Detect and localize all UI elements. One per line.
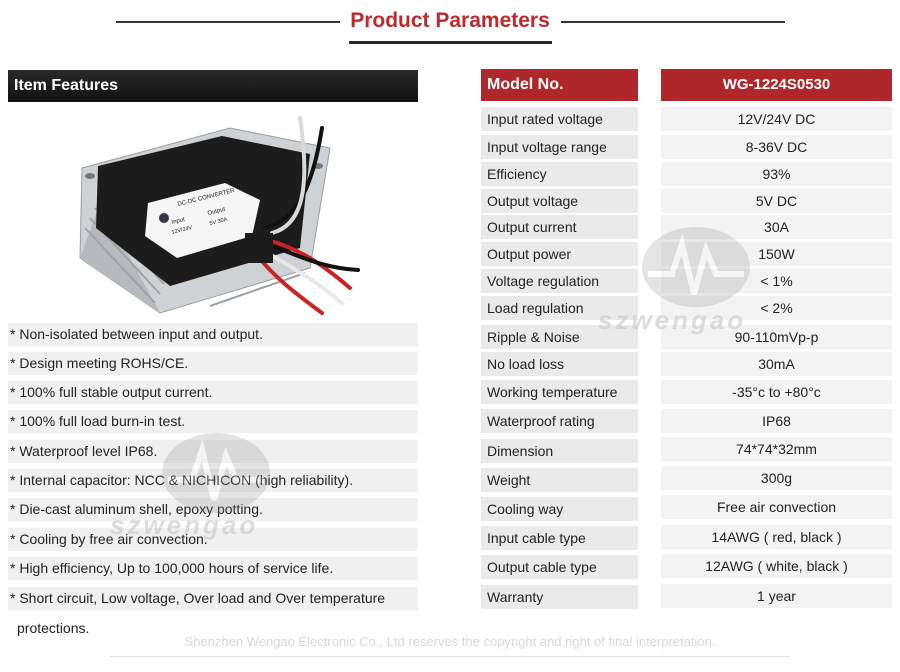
- spec-value: 12AWG ( white, black ): [661, 554, 892, 578]
- model-no-label: Model No.: [481, 69, 638, 101]
- feature-item: * Short circuit, Low voltage, Over load and Over temperature: [8, 587, 418, 610]
- spec-label: No load loss: [481, 352, 638, 376]
- spec-value: 150W: [661, 242, 892, 266]
- spec-label: Load regulation: [481, 296, 638, 320]
- spec-value: Free air convection: [661, 495, 892, 519]
- label-title: DC-DC CONVERTER: [177, 187, 236, 208]
- spec-label: Input voltage range: [481, 135, 638, 159]
- spec-value: 30mA: [661, 352, 892, 376]
- label-input-value: 12V/24V: [171, 225, 193, 236]
- watermark-text: szwengao: [110, 510, 259, 540]
- spec-value: 74*74*32mm: [661, 437, 892, 461]
- model-no-value: WG-1224S0530: [661, 69, 892, 101]
- page-title: Product Parameters: [350, 9, 550, 32]
- spec-value: 5V DC: [661, 189, 892, 213]
- label-input-caption: Input: [171, 216, 186, 226]
- spec-value: 1 year: [661, 584, 892, 608]
- feature-item-continuation: protections.: [17, 620, 90, 636]
- feature-item: * Design meeting ROHS/CE.: [8, 352, 418, 375]
- feature-item: * Non-isolated between input and output.: [8, 323, 418, 346]
- spec-label: Dimension: [481, 439, 638, 463]
- feature-item: * Die-cast aluminum shell, epoxy potting.: [8, 498, 418, 521]
- spec-value: 90-110mVp-p: [661, 325, 892, 349]
- feature-item: * 100% full load burn-in test.: [8, 410, 418, 433]
- spec-value: 14AWG ( red, black ): [661, 525, 892, 549]
- spec-value: 93%: [661, 162, 892, 186]
- copyright-footer: Shenzhen Wengao Electronic Co., Ltd reserves the copyright and right of final interpretation.: [184, 634, 716, 649]
- spec-label: Cooling way: [481, 497, 638, 521]
- spec-label: Output current: [481, 215, 638, 239]
- spec-label: Output power: [481, 242, 638, 266]
- spec-label: Warranty: [481, 585, 638, 609]
- spec-label: Output cable type: [481, 555, 638, 579]
- footer-rule: [110, 656, 790, 657]
- spec-label: Input rated voltage: [481, 107, 638, 131]
- spec-value: 300g: [661, 466, 892, 490]
- label-output-caption: Output: [207, 206, 226, 217]
- spec-value: -35°c to +80°c: [661, 380, 892, 404]
- product-image: [60, 108, 360, 318]
- feature-item: * 100% full stable output current.: [8, 381, 418, 404]
- spec-value: 30A: [661, 215, 892, 239]
- spec-value: < 2%: [661, 296, 892, 320]
- spec-value: < 1%: [661, 269, 892, 293]
- features-heading: Item Features: [8, 70, 418, 102]
- spec-label: Working temperature: [481, 380, 638, 404]
- feature-item: * Cooling by free air convection.: [8, 528, 418, 551]
- feature-item: * Waterproof level IP68.: [8, 440, 418, 463]
- spec-value: 12V/24V DC: [661, 107, 892, 131]
- spec-value: IP68: [661, 409, 892, 433]
- spec-label: Input cable type: [481, 526, 638, 550]
- spec-label: Ripple & Noise: [481, 325, 638, 349]
- brand-logo-icon: [159, 213, 169, 223]
- watermark-text: szwengao: [598, 305, 747, 335]
- label-output-value: 5V 30A: [209, 216, 228, 227]
- spec-label: Weight: [481, 468, 638, 492]
- spec-label: Output voltage: [481, 189, 638, 213]
- spec-label: Voltage regulation: [481, 269, 638, 293]
- spec-label: Waterproof rating: [481, 409, 638, 433]
- feature-item: * Internal capacitor: NCC & NICHICON (high reliability).: [8, 469, 418, 492]
- title-underline: [349, 41, 552, 44]
- spec-label: Efficiency: [481, 162, 638, 186]
- spec-value: 8-36V DC: [661, 135, 892, 159]
- feature-item: * High efficiency, Up to 100,000 hours of service life.: [8, 557, 418, 580]
